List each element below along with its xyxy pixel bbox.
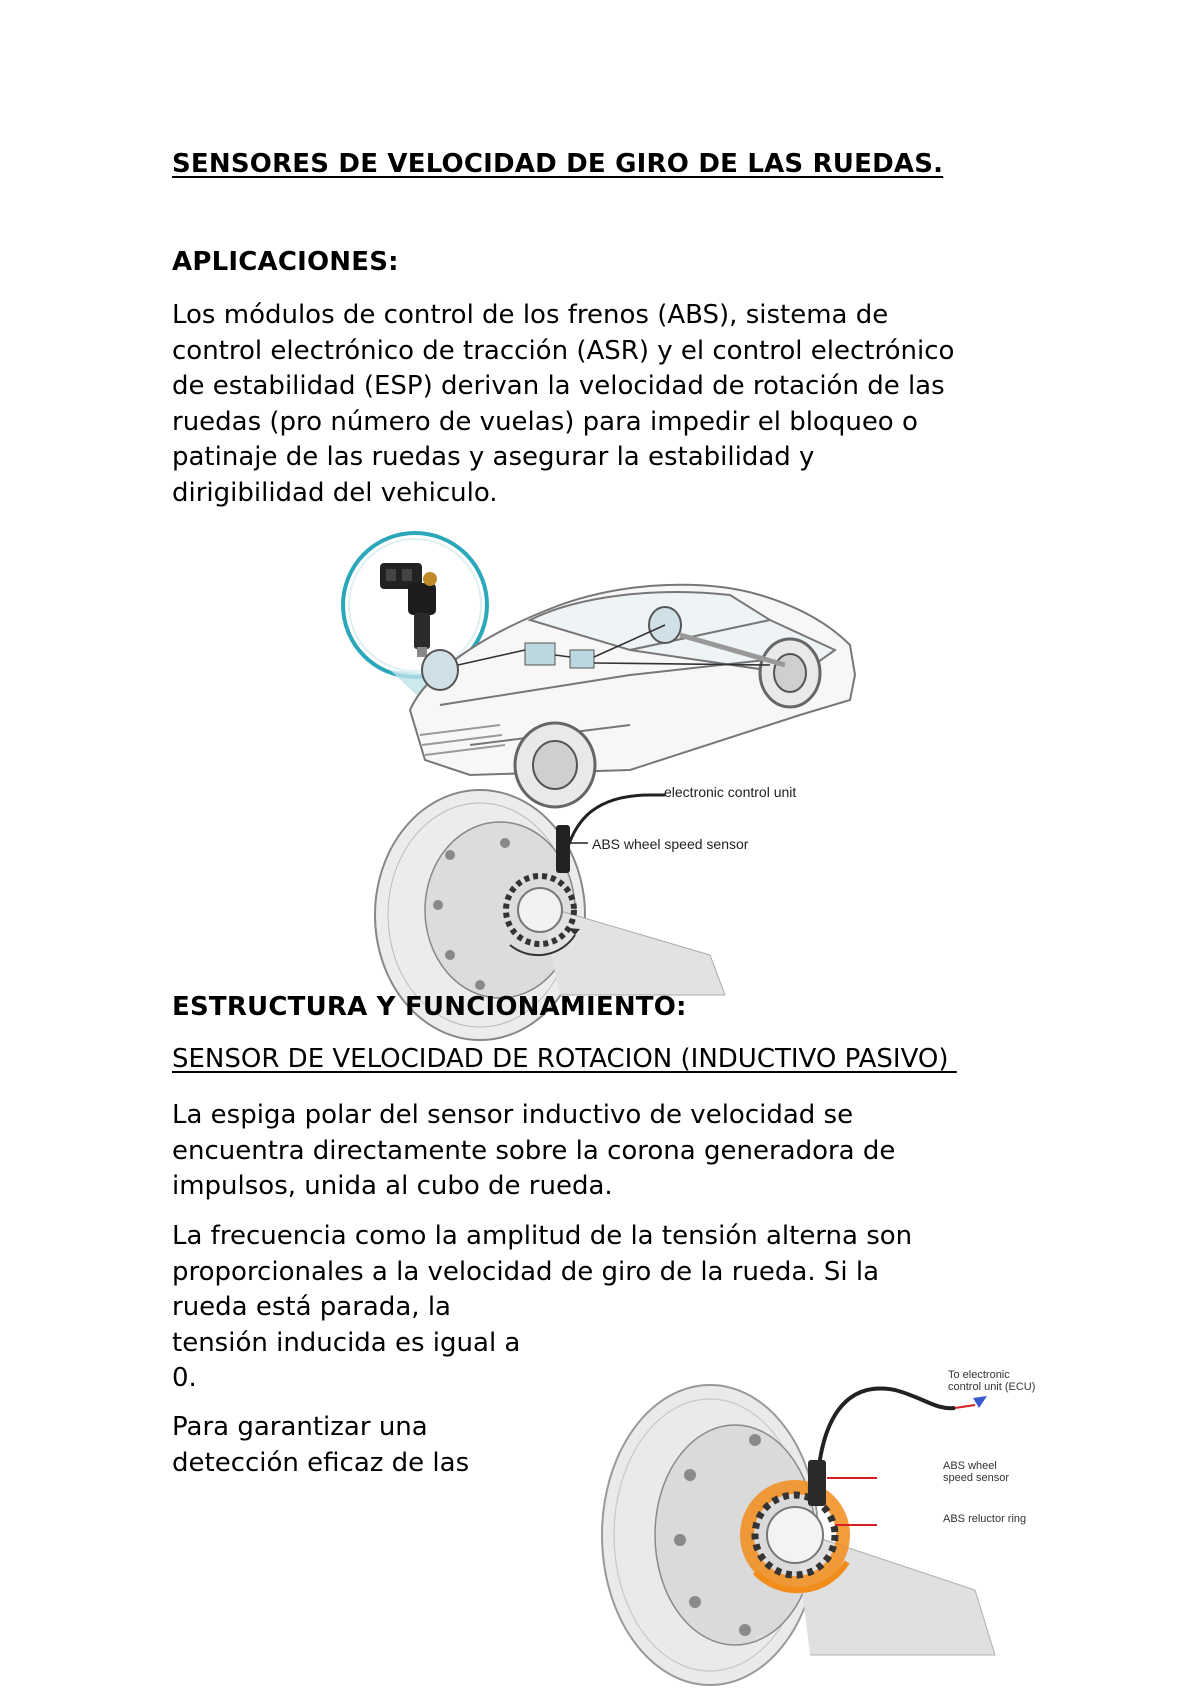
text-line: control electrónico de tracción (ASR) y el control electrónico xyxy=(172,335,955,366)
sensor-label: ABS wheel speed sensor xyxy=(592,836,749,852)
text-line: ruedas (pro número de vuelas) para impedir el bloqueo o xyxy=(172,406,918,437)
applications-paragraph xyxy=(172,298,1052,511)
text-line: dirigibilidad del vehiculo. xyxy=(172,477,498,508)
reluctor-ring-illustration xyxy=(595,1340,1115,1690)
structure-paragraph-3 xyxy=(172,1410,572,1481)
text-line: encuentra directamente sobre la corona generadora de xyxy=(172,1135,896,1166)
text-line: Para garantizar una xyxy=(172,1412,428,1442)
structure-paragraph-1 xyxy=(172,1098,1052,1205)
sensor-wire xyxy=(562,795,665,870)
text-line: impulsos, unida al cubo de rueda. xyxy=(172,1171,613,1201)
structure-paragraph-2-continued xyxy=(172,1290,572,1397)
structure-paragraph-2 xyxy=(172,1219,1052,1290)
wheel-speed-sensor xyxy=(556,825,570,873)
text-line: tensión inducida es igual a xyxy=(172,1327,521,1358)
text-line: de estabilidad (ESP) derivan la velocidad de rotación de las xyxy=(172,371,945,401)
text-line: detección eficaz de las xyxy=(172,1447,470,1478)
reluctor-ring-label: ABS reluctor ring xyxy=(943,1513,1027,1525)
structure-heading: ESTRUCTURA Y FUNCIONAMIENTO: xyxy=(172,992,687,1022)
sensor-label xyxy=(943,1460,1009,1484)
text-line: 0. xyxy=(172,1363,197,1393)
figure-reluctor-ring xyxy=(595,1340,1115,1690)
ecu-label-line: control unit (ECU) xyxy=(948,1381,1036,1393)
text-line: La frecuencia como la amplitud de la tensión alterna son xyxy=(172,1221,913,1251)
ecu-arrow-icon xyxy=(973,1396,987,1408)
ecu-label xyxy=(948,1369,1035,1393)
wheel-speed-sensor xyxy=(808,1388,955,1506)
document-title: SENSORES DE VELOCIDAD DE GIRO DE LAS RUEDAS. xyxy=(172,149,944,179)
text-line: proporcionales a la velocidad de giro de la rueda. Si la xyxy=(172,1256,880,1287)
text-line: La espiga polar del sensor inductivo de velocidad se xyxy=(172,1100,854,1130)
ecu-label-line: To electronic xyxy=(948,1369,1010,1381)
text-line: Los módulos de control de los frenos (ABS), sistema de xyxy=(172,300,889,330)
ecu-label: electronic control unit xyxy=(664,784,797,800)
text-line: patinaje de las ruedas y asegurar la estabilidad y xyxy=(172,442,815,472)
sensor-label-line: ABS wheel xyxy=(943,1460,997,1472)
structure-subheading: SENSOR DE VELOCIDAD DE ROTACION (INDUCTIVO PASIVO) xyxy=(172,1044,957,1074)
text-line: rueda está parada, la xyxy=(172,1292,451,1322)
applications-heading: APLICACIONES: xyxy=(172,247,399,277)
sensor-label-line: speed sensor xyxy=(943,1472,1010,1484)
